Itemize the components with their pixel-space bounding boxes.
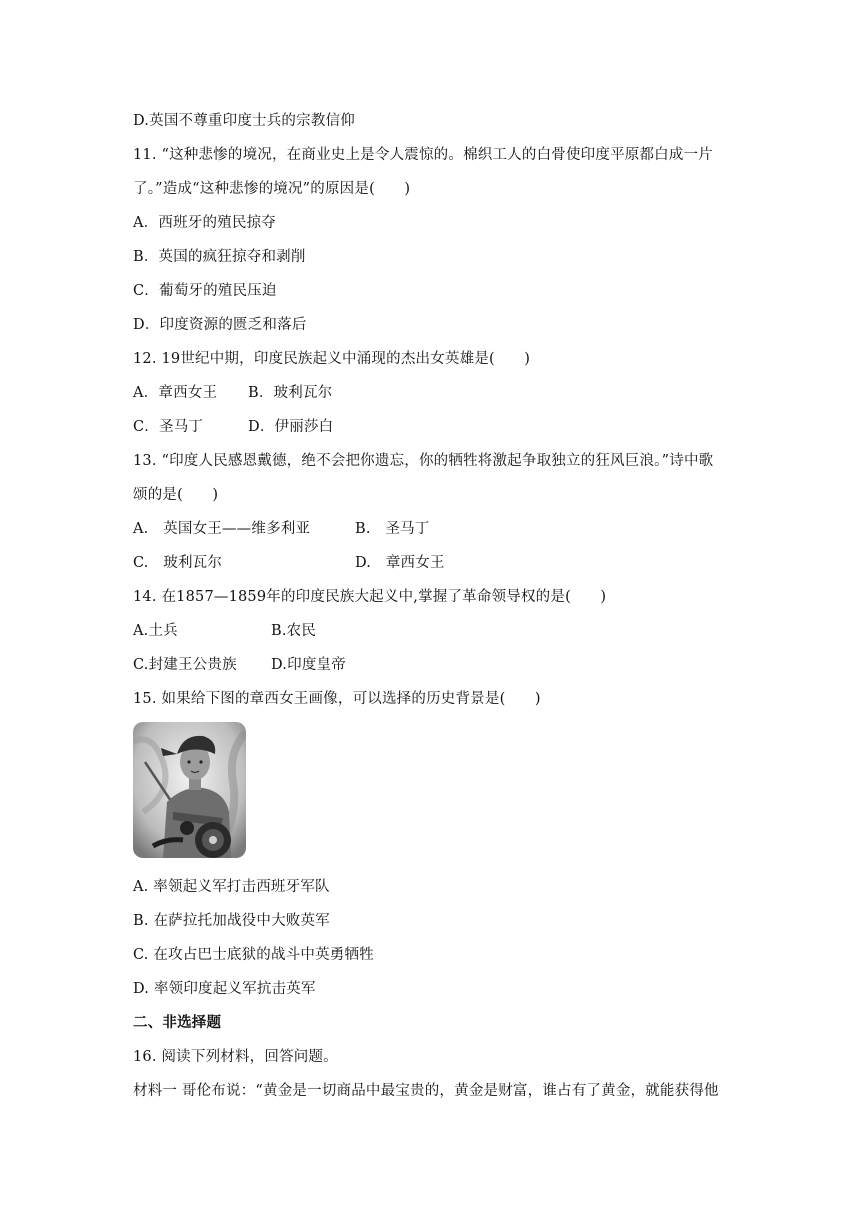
q14-options-row-1 <box>133 621 316 641</box>
q14-stem: 14. 在1857—1859年的印度民族大起义中,掌握了革命领导权的是( ) <box>133 589 607 605</box>
q13-stem-line-1: 13. “印度人民感恩戴德，绝不会把你遗忘，你的牺牲将激起争取独立的狂风巨浪。”诗中歌 <box>133 453 714 469</box>
q15-stem: 15. 如果给下图的章西女王画像，可以选择的历史背景是( ) <box>133 691 541 707</box>
q11-stem-line-1: 11. “这种悲惨的境况，在商业史上是令人震惊的。棉织工人的白骨使印度平原都白成一片 <box>133 147 713 163</box>
q14-options-row-2 <box>133 655 346 675</box>
q11-stem-line-2: 了。”造成“这种悲惨的境况”的原因是( ) <box>133 181 411 197</box>
q12-stem: 12. 19世纪中期，印度民族起义中涌现的杰出女英雄是( ) <box>133 351 531 367</box>
q12-option-b: B．玻利瓦尔 <box>248 385 333 401</box>
q12-option-a: A．章西女王 <box>133 385 218 401</box>
q16-material-1: 材料一 哥伦布说：“黄金是一切商品中最宝贵的，黄金是财富，谁占有了黄金，就能获得他 <box>133 1083 719 1099</box>
q14-option-a: A.土兵 <box>133 623 178 639</box>
q10-option-d: D.英国不尊重印度士兵的宗教信仰 <box>133 113 355 129</box>
q11-option-b: B．英国的疯狂掠夺和剥削 <box>133 249 306 265</box>
q13-stem-line-2: 颂的是( ) <box>133 487 219 503</box>
q13-option-b: B. 圣马丁 <box>355 521 430 537</box>
q14-option-c: C.封建王公贵族 <box>133 657 237 673</box>
q15-option-c: C. 在攻占巴士底狱的战斗中英勇牺牲 <box>133 947 374 963</box>
q14-option-d: D.印度皇帝 <box>271 657 346 673</box>
q12-option-d: D．伊丽莎白 <box>248 419 334 435</box>
section-heading-non-choice: 二、非选择题 <box>133 1014 222 1031</box>
q12-options-row-2 <box>133 417 333 437</box>
q12-option-c: C．圣马丁 <box>133 419 204 435</box>
rani-of-jhansi-portrait <box>133 722 246 858</box>
q13-options-row-2 <box>133 553 445 573</box>
q16-stem: 16. 阅读下列材料，回答问题。 <box>133 1049 338 1065</box>
q13-option-a: A. 英国女王——维多利亚 <box>133 521 311 537</box>
q13-option-d: D. 章西女王 <box>355 555 445 571</box>
q15-option-a: A. 率领起义军打击西班牙军队 <box>133 879 330 895</box>
q14-option-b: B.农民 <box>271 623 317 639</box>
q13-option-c: C. 玻利瓦尔 <box>133 555 223 571</box>
q11-option-c: C．葡萄牙的殖民压迫 <box>133 283 277 299</box>
q12-options-row-1 <box>133 383 332 403</box>
q11-option-a: A．西班牙的殖民掠夺 <box>133 215 276 231</box>
q15-option-b: B. 在萨拉托加战役中大败英军 <box>133 913 330 929</box>
q15-option-d: D. 率领印度起义军抗击英军 <box>133 981 316 997</box>
q13-options-row-1 <box>133 519 429 539</box>
q11-option-d: D．印度资源的匮乏和落后 <box>133 317 307 333</box>
